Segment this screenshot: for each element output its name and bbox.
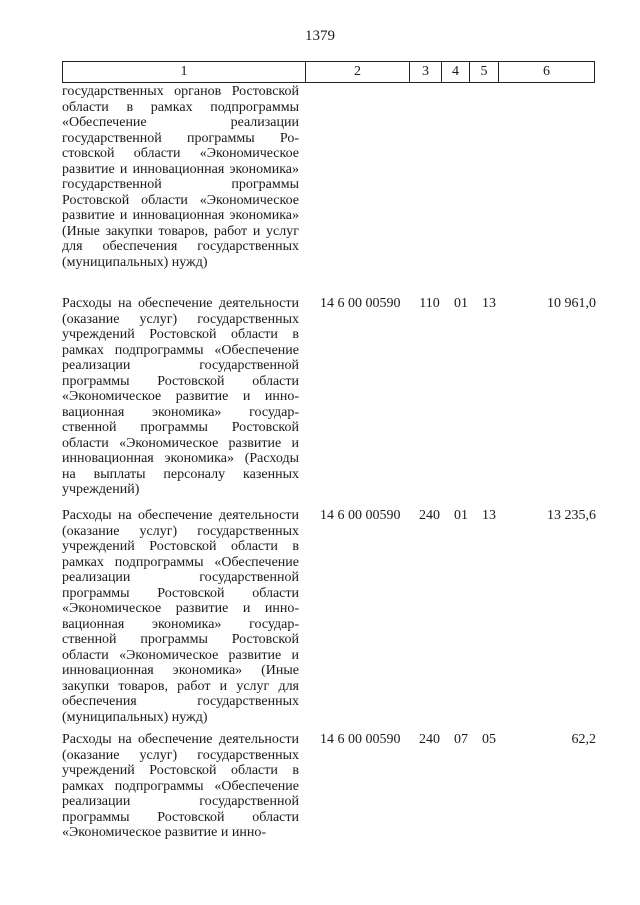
column-header-4: 4 xyxy=(442,62,470,83)
row-rz: 01 xyxy=(454,296,468,311)
row-code: 14 6 00 00590 xyxy=(320,732,401,747)
budget-rows xyxy=(62,84,600,852)
row-pr: 13 xyxy=(482,296,496,311)
column-header-6: 6 xyxy=(499,62,595,83)
column-header-1: 1 xyxy=(63,62,306,83)
row-vr: 110 xyxy=(419,296,440,311)
column-header-5: 5 xyxy=(470,62,499,83)
row-sum: 10 961,0 xyxy=(547,296,596,311)
row-pr: 13 xyxy=(482,508,496,523)
row-pr: 05 xyxy=(482,732,496,747)
row-sum: 13 235,6 xyxy=(547,508,596,523)
column-header-2: 2 xyxy=(306,62,410,83)
row-vr: 240 xyxy=(419,732,440,747)
table-row xyxy=(62,732,600,852)
row-description: Расходы на обеспечение деятельности (оказание услуг) государственных учреждений Ростовской области в рамках подпрограммы «Обеспечение реализации государственной программы Ростовской области «Экономическое развитие и инновационная экономика» государственной программы Ростовской области «Экономическое развитие и инновационная экономика» (Иные закупки товаров, работ и услуг для обеспечения государственных (муниципальных) нужд) xyxy=(62,508,299,725)
row-code: 14 6 00 00590 xyxy=(320,296,401,311)
column-header-row xyxy=(63,62,595,83)
row-description: Расходы на обеспечение деятельности (оказание услуг) государственных учреждений Ростовской области в рамках подпрограммы «Обеспечение реализации государственной программы Ростовской области «Экономическое развитие и инновационная экономика» государственной программы Ростовской области «Экономическое развитие и инновационная экономика» (Расходы на выплаты персоналу казенных учреждений) xyxy=(62,296,299,497)
table-row xyxy=(62,84,600,296)
page-number: 1379 xyxy=(305,28,335,44)
row-vr: 240 xyxy=(419,508,440,523)
row-sum: 62,2 xyxy=(571,732,596,747)
row-description: Расходы на обеспечение деятельности (оказание услуг) государственных учреждений Ростовской области в рамках подпрограммы «Обеспечение реализации государственной программы Ростовской области «Экономическое развитие и инно- xyxy=(62,732,299,840)
table-row xyxy=(62,296,600,508)
row-code: 14 6 00 00590 xyxy=(320,508,401,523)
row-description: государственных органов Ростовской области в рамках подпрограммы «Обеспечение реализации государственной программы Ростовской области «Экономическое развитие и инновационная экономика» государственной программы Ростовской области «Экономическое развитие и инновационная экономика» (Иные закупки товаров, работ и услуг для обеспечения государственных (муниципальных) нужд) xyxy=(62,84,299,270)
column-header-3: 3 xyxy=(410,62,442,83)
row-rz: 01 xyxy=(454,508,468,523)
row-rz: 07 xyxy=(454,732,468,747)
table-row xyxy=(62,508,600,732)
column-header-table xyxy=(62,61,595,83)
